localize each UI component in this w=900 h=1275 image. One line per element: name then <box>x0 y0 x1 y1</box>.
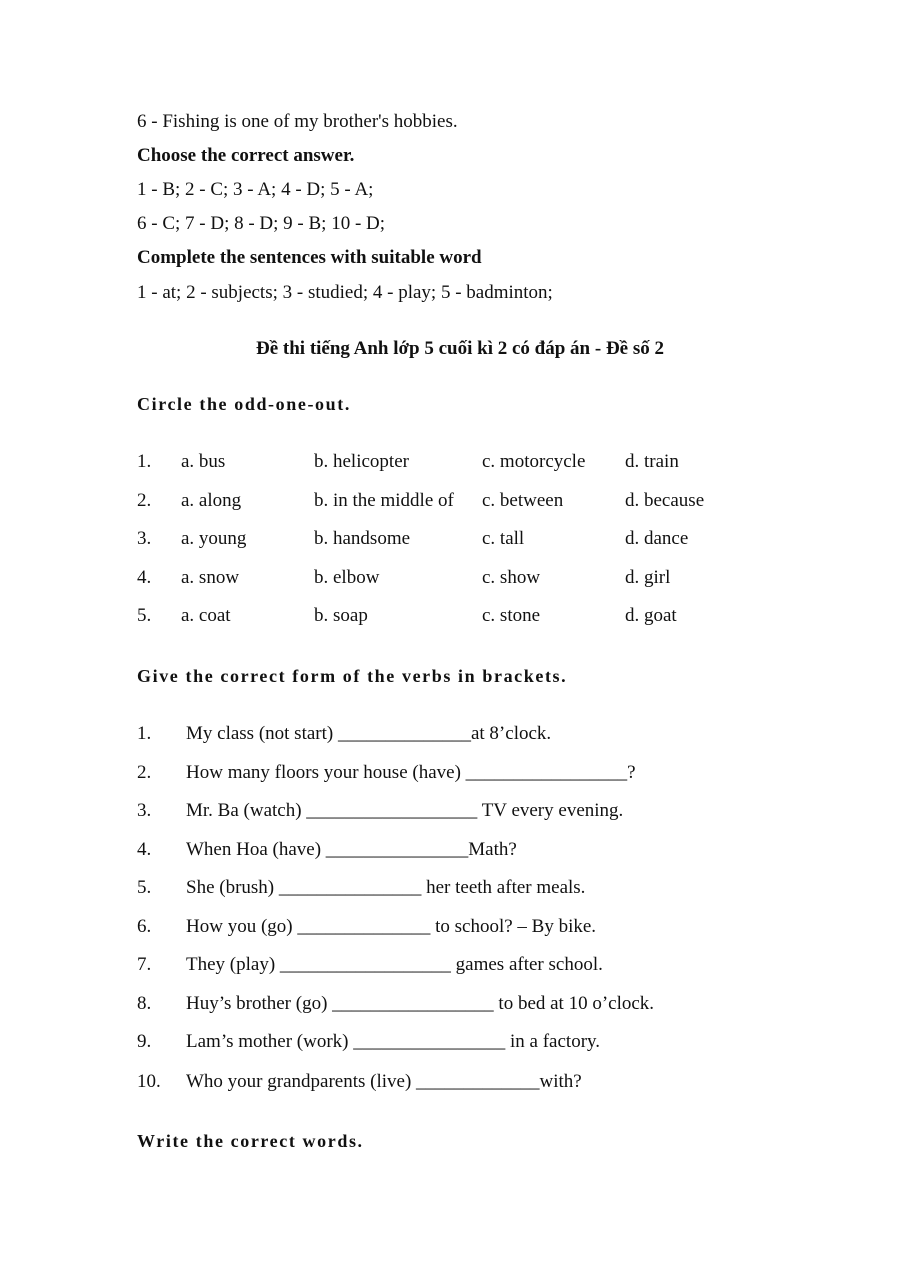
row-number: 5. <box>137 605 152 626</box>
option-c: c. tall <box>482 528 525 549</box>
item-number: 1. <box>137 723 152 744</box>
option-d: d. goat <box>625 605 677 626</box>
exam-title: Đề thi tiếng Anh lớp 5 cuối kì 2 có đáp án - Đề số 2 <box>256 338 664 359</box>
option-a: a. snow <box>181 567 240 588</box>
item-text: Lam’s mother (work) ________________ in a factory. <box>186 1031 601 1052</box>
item-text: Mr. Ba (watch) __________________ TV every evening. <box>186 800 624 821</box>
odd-one-out-heading: Circle the odd-one-out. <box>137 394 351 414</box>
option-d: d. because <box>625 490 705 511</box>
item-text: Huy’s brother (go) _________________ to bed at 10 o’clock. <box>186 993 655 1014</box>
option-a: a. along <box>181 490 242 511</box>
option-a: a. young <box>181 528 247 549</box>
write-words-heading: Write the correct words. <box>137 1131 364 1151</box>
option-b: b. elbow <box>314 567 380 588</box>
item-text: How many floors your house (have) _________________? <box>186 762 636 783</box>
choose-answer-line-2: 6 - C; 7 - D; 8 - D; 9 - B; 10 - D; <box>137 213 386 234</box>
answer-q6: 6 - Fishing is one of my brother's hobbies. <box>137 111 458 132</box>
item-number: 6. <box>137 916 152 937</box>
item-text: My class (not start) ______________at 8’clock. <box>186 723 552 744</box>
row-number: 1. <box>137 451 152 472</box>
item-text: How you (go) ______________ to school? – By bike. <box>186 916 597 937</box>
option-d: d. dance <box>625 528 689 549</box>
choose-answer-line-1: 1 - B; 2 - C; 3 - A; 4 - D; 5 - A; <box>137 179 374 200</box>
option-d: d. train <box>625 451 679 472</box>
option-b: b. soap <box>314 605 368 626</box>
option-d: d. girl <box>625 567 671 588</box>
item-number: 7. <box>137 954 152 975</box>
option-a: a. bus <box>181 451 226 472</box>
option-c: c. stone <box>482 605 541 626</box>
option-a: a. coat <box>181 605 231 626</box>
item-number: 4. <box>137 839 152 860</box>
complete-sentences-heading: Complete the sentences with suitable word <box>137 247 482 268</box>
item-number: 8. <box>137 993 152 1014</box>
option-c: c. between <box>482 490 564 511</box>
complete-sentences-line: 1 - at; 2 - subjects; 3 - studied; 4 - play; 5 - badminton; <box>137 282 553 303</box>
verbs-heading: Give the correct form of the verbs in brackets. <box>137 666 568 686</box>
item-number: 9. <box>137 1031 152 1052</box>
item-text: They (play) __________________ games after school. <box>186 954 603 975</box>
item-number: 3. <box>137 800 152 821</box>
choose-answer-heading: Choose the correct answer. <box>137 145 355 166</box>
item-number: 5. <box>137 877 152 898</box>
item-text: She (brush) _______________ her teeth after meals. <box>186 877 586 898</box>
item-text: When Hoa (have) _______________Math? <box>186 839 517 860</box>
item-text: Who your grandparents (live) _____________with? <box>186 1071 582 1092</box>
row-number: 4. <box>137 567 152 588</box>
item-number: 10. <box>137 1071 161 1092</box>
option-b: b. helicopter <box>314 451 409 472</box>
row-number: 2. <box>137 490 152 511</box>
option-c: c. show <box>482 567 541 588</box>
item-number: 2. <box>137 762 152 783</box>
option-c: c. motorcycle <box>482 451 586 472</box>
option-b: b. handsome <box>314 528 411 549</box>
option-b: b. in the middle of <box>314 490 454 511</box>
row-number: 3. <box>137 528 152 549</box>
